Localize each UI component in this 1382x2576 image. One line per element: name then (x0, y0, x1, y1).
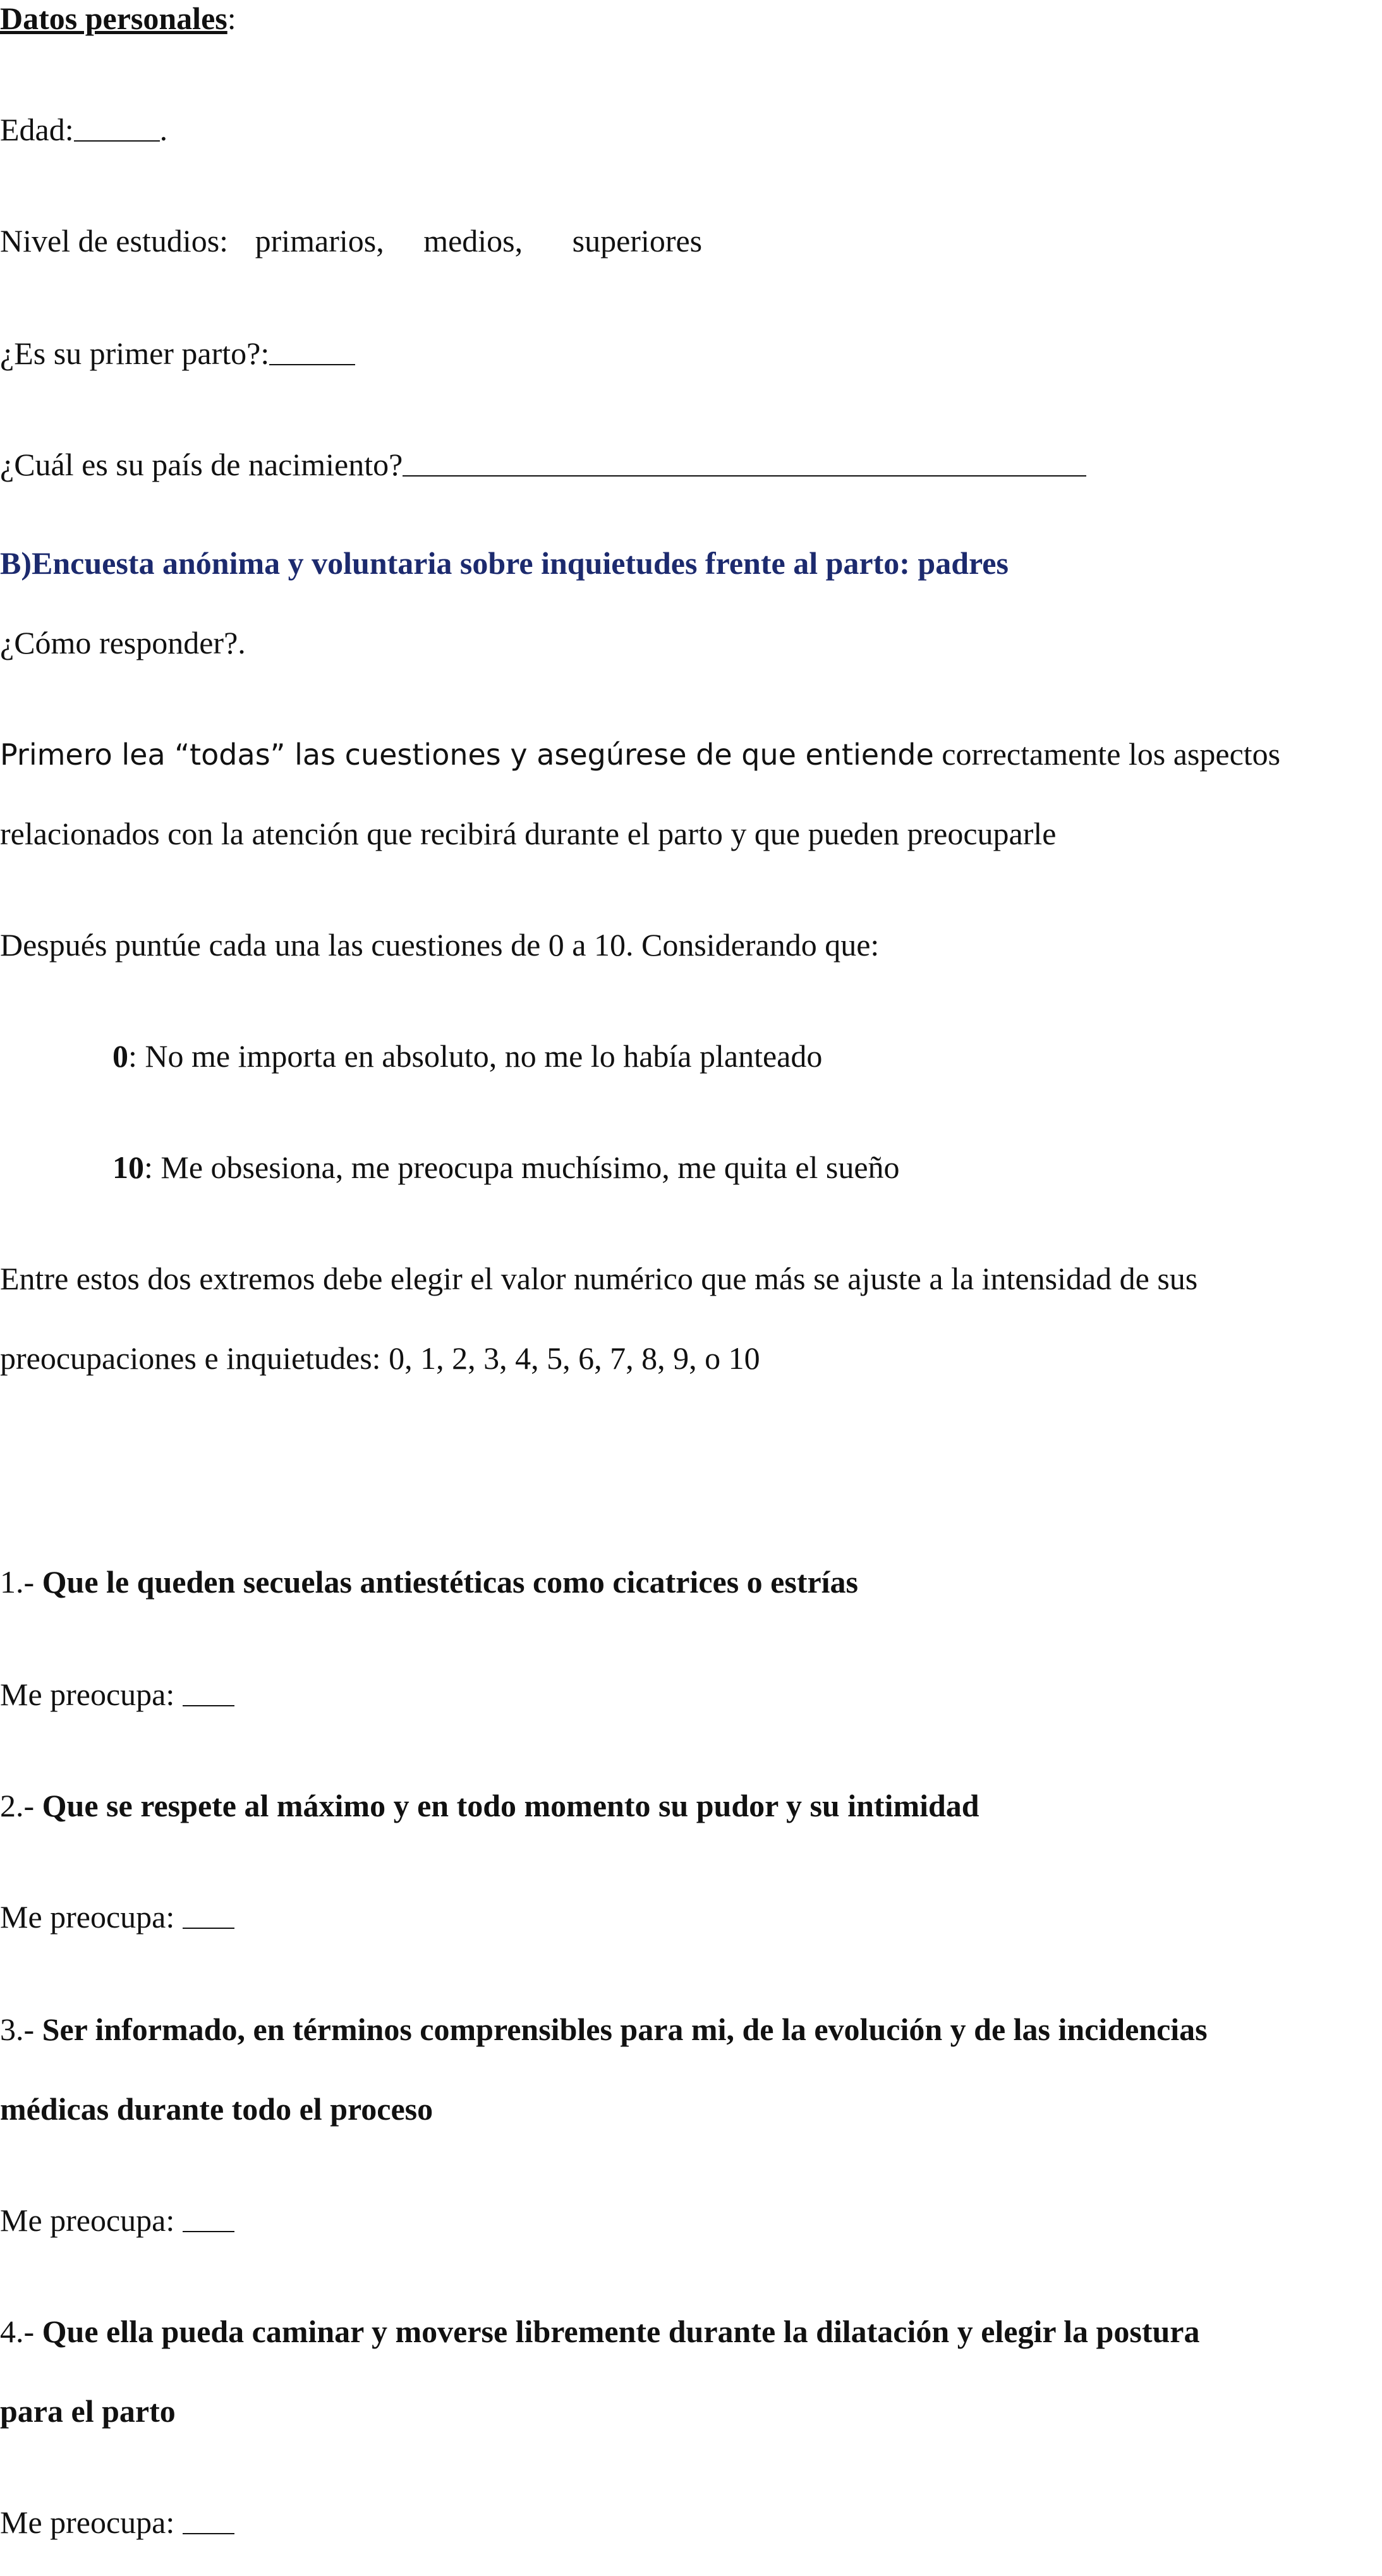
first-birth-label: ¿Es su primer parto?: (0, 336, 270, 371)
answer-label: Me preocupa: (0, 1899, 175, 1935)
question-text: Que se respete al máximo y en todo momento su pudor y su intimidad (42, 1788, 979, 1823)
how-to-answer: ¿Cómo responder?. (0, 625, 246, 660)
question-number: 4.- (0, 2314, 35, 2349)
scale-item-ten (112, 1151, 900, 1183)
education-option-primary[interactable]: primarios, (255, 223, 384, 258)
scale-value: 10 (112, 1150, 144, 1185)
education-option-secondary[interactable]: medios, (423, 223, 523, 258)
scale-item-zero (112, 1040, 822, 1072)
scale-description: : No me importa en absoluto, no me lo había planteado (128, 1038, 823, 1074)
age-label: Edad: (0, 112, 74, 147)
education-label: Nivel de estudios: (0, 223, 229, 258)
heading-colon: : (227, 1, 236, 36)
personal-data-heading: Datos personales (0, 1, 227, 36)
country-input-blank[interactable] (403, 475, 1086, 477)
question-2 (0, 1790, 979, 1821)
age-suffix: . (159, 112, 168, 147)
question-3 (0, 2014, 1208, 2045)
answer-blank[interactable] (183, 2231, 234, 2232)
question-number: 1.- (0, 1564, 35, 1600)
first-birth-row (0, 337, 355, 369)
scoring-line: Después puntúe cada una las cuestiones de 0 a 10. Considerando que: (0, 927, 880, 963)
question-3-answer (0, 2204, 234, 2236)
answer-label: Me preocupa: (0, 2505, 175, 2540)
question-3-continuation: médicas durante todo el proceso (0, 2091, 433, 2127)
answer-label: Me preocupa: (0, 1677, 175, 1712)
question-2-answer (0, 1901, 234, 1933)
answer-blank[interactable] (183, 2533, 234, 2534)
answer-label: Me preocupa: (0, 2202, 175, 2238)
personal-data-heading-line (0, 3, 236, 34)
age-row (0, 114, 167, 145)
between-line-2: preocupaciones e inquietudes: 0, 1, 2, 3, 4, 5, 6, 7, 8, 9, o 10 (0, 1340, 760, 1376)
between-line-1: Entre estos dos extremos debe elegir el valor numérico que más se ajuste a la intensidad de sus (0, 1261, 1198, 1296)
question-1-answer (0, 1679, 234, 1710)
country-row (0, 449, 1086, 480)
answer-blank[interactable] (183, 1928, 234, 1929)
section-b-title: B)Encuesta anónima y voluntaria sobre inquietudes frente al parto: padres (0, 545, 1009, 581)
answer-blank[interactable] (183, 1705, 234, 1706)
instructions-serif-part: correctamente los aspectos (933, 736, 1281, 772)
question-text: Que le queden secuelas antiestéticas como cicatrices o estrías (42, 1564, 859, 1600)
question-text: Que ella pueda caminar y moverse libremente durante la dilatación y elegir la postura (42, 2314, 1200, 2349)
question-4 (0, 2316, 1199, 2347)
first-birth-input-blank[interactable] (269, 364, 355, 365)
question-number: 3.- (0, 2012, 35, 2047)
question-number: 2.- (0, 1788, 35, 1823)
age-input-blank[interactable] (74, 140, 160, 142)
question-1 (0, 1566, 858, 1598)
question-text: Ser informado, en términos comprensibles para mi, de la evolución y de las incidencias (42, 2012, 1208, 2047)
scale-value: 0 (112, 1038, 128, 1074)
scale-description: : Me obsesiona, me preocupa muchísimo, me quita el sueño (144, 1150, 900, 1185)
question-4-continuation: para el parto (0, 2393, 176, 2429)
question-4-answer (0, 2506, 234, 2538)
education-row (0, 225, 702, 257)
country-label: ¿Cuál es su país de nacimiento? (0, 447, 403, 482)
instructions-sans-part: Primero lea “todas” las cuestiones y asegúrese de que entiende (0, 738, 934, 772)
instructions-line-2: relacionados con la atención que recibirá durante el parto y que pueden preocuparle (0, 816, 1057, 851)
education-option-higher[interactable]: superiores (572, 223, 703, 258)
instructions-line-1 (0, 738, 1280, 770)
